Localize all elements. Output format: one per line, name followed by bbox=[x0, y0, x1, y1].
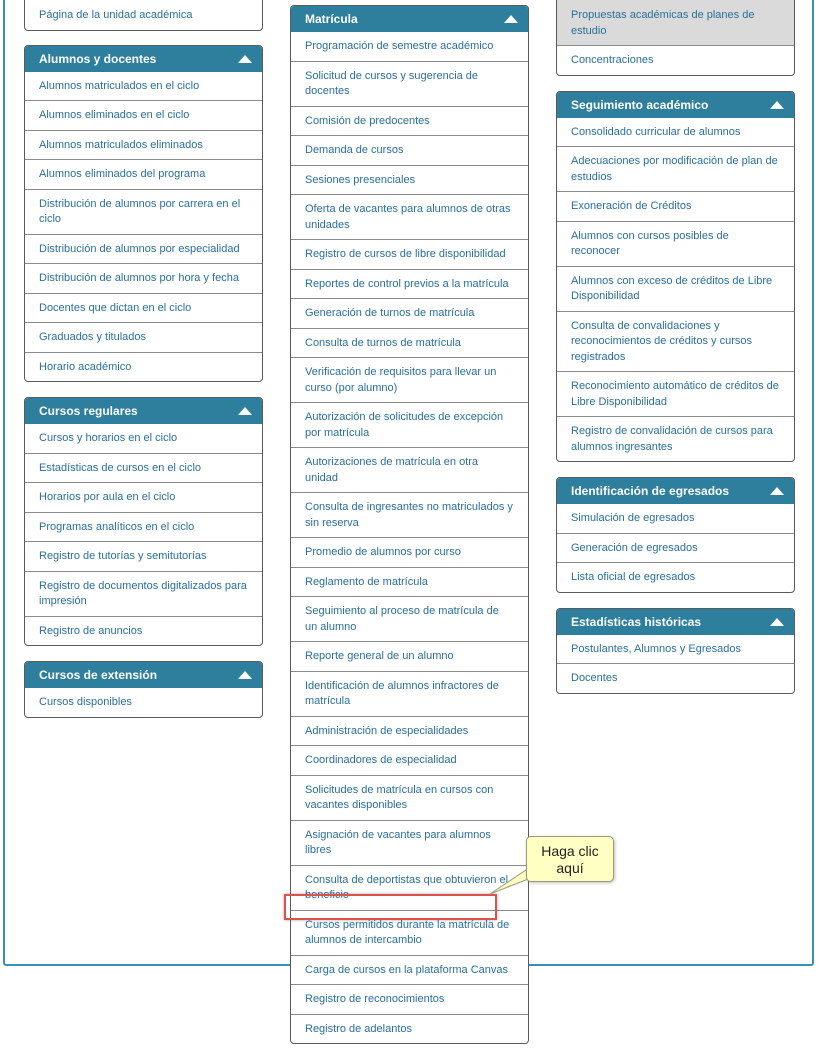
menu-link[interactable]: Autorización de solicitudes de excepción por matrícula bbox=[291, 402, 528, 447]
menu-link[interactable]: Identificación de alumnos infractores de matrícula bbox=[291, 671, 528, 716]
panel-title: Identificación de egresados bbox=[571, 484, 730, 498]
menu-link[interactable]: Lista oficial de egresados bbox=[557, 562, 794, 592]
menu-link[interactable]: Propuestas académicas de planes de estudio bbox=[557, 0, 794, 45]
caret-up-icon[interactable] bbox=[238, 671, 252, 679]
menu-link[interactable]: Consulta de turnos de matrícula bbox=[291, 328, 528, 358]
tooltip-line-2: aquí bbox=[556, 860, 584, 876]
menu-link[interactable]: Registro de convalidación de cursos para alumnos ingresantes bbox=[557, 416, 794, 461]
menu-link[interactable]: Simulación de egresados bbox=[571, 512, 695, 524]
panel-header bbox=[291, 6, 528, 32]
panel-estadisticas bbox=[556, 608, 795, 694]
menu-link[interactable]: Reglamento de matrícula bbox=[291, 567, 528, 597]
menu-link[interactable]: Solicitud de cursos y sugerencia de docentes bbox=[291, 61, 528, 106]
menu-link[interactable]: Docentes que dictan en el ciclo bbox=[25, 293, 262, 323]
menu-link[interactable]: Registro de documentos digitalizados para impresión bbox=[25, 571, 262, 616]
menu-link[interactable]: Reporte general de un alumno bbox=[291, 641, 528, 671]
menu-link[interactable]: Sesiones presenciales bbox=[291, 165, 528, 195]
column-3 bbox=[556, 0, 795, 709]
panel-header bbox=[557, 478, 794, 504]
caret-up-icon[interactable] bbox=[238, 55, 252, 63]
panel-seguimiento bbox=[556, 91, 795, 463]
panel-header bbox=[25, 398, 262, 424]
panel-header bbox=[25, 46, 262, 72]
menu-link[interactable]: Asignación de vacantes para alumnos libres bbox=[291, 820, 528, 865]
panel-unidad bbox=[24, 0, 263, 31]
menu-link[interactable]: Graduados y titulados bbox=[25, 322, 262, 352]
menu-link[interactable]: Consulta de ingresantes no matriculados y sin reserva bbox=[291, 492, 528, 537]
menu-link[interactable]: Alumnos eliminados del programa bbox=[25, 159, 262, 189]
panel-title: Matrícula bbox=[305, 12, 358, 26]
menu-link[interactable]: Cursos permitidos durante la matrícula de alumnos de intercambio bbox=[291, 910, 528, 955]
panel-header bbox=[557, 609, 794, 635]
menu-link[interactable]: Oferta de vacantes para alumnos de otras unidades bbox=[291, 194, 528, 239]
tooltip-line-1: Haga clic bbox=[541, 843, 599, 859]
menu-link[interactable]: Promedio de alumnos por curso bbox=[291, 537, 528, 567]
menu-link[interactable]: Alumnos matriculados eliminados bbox=[25, 130, 262, 160]
menu-link[interactable]: Alumnos con cursos posibles de reconocer bbox=[557, 221, 794, 266]
menu-link[interactable]: Registro de adelantos bbox=[291, 1014, 528, 1044]
menu-link[interactable]: Consolidado curricular de alumnos bbox=[571, 125, 741, 138]
menu-link[interactable]: Autorizaciones de matrícula en otra unidad bbox=[291, 447, 528, 492]
menu-link[interactable]: Comisión de predocentes bbox=[291, 106, 528, 136]
panel-title: Cursos regulares bbox=[39, 404, 138, 418]
panel-cursos-regulares bbox=[24, 397, 263, 646]
menu-link[interactable]: Reportes de control previos a la matrícula bbox=[291, 269, 528, 299]
panel-alumnos-docentes bbox=[24, 45, 263, 383]
menu-link[interactable]: Distribución de alumnos por hora y fecha bbox=[25, 263, 262, 293]
menu-link[interactable]: Solicitudes de matrícula en cursos con vacantes disponibles bbox=[291, 775, 528, 820]
menu-link[interactable]: Generación de turnos de matrícula bbox=[291, 298, 528, 328]
menu-link[interactable]: Reconocimiento automático de créditos de Libre Disponibilidad bbox=[557, 371, 794, 416]
menu-link[interactable]: Programas analíticos en el ciclo bbox=[25, 512, 262, 542]
menu-link[interactable]: Cursos y horarios en el ciclo bbox=[39, 432, 178, 444]
registro-reconocimientos-link[interactable]: Registro de reconocimientos bbox=[291, 984, 528, 1014]
menu-link[interactable]: Distribución de alumnos por especialidad bbox=[25, 234, 262, 264]
menu-link[interactable]: Demanda de cursos bbox=[291, 135, 528, 165]
link-pagina-unidad[interactable]: Página de la unidad académica bbox=[39, 9, 193, 21]
panel-header bbox=[557, 92, 794, 118]
menu-link[interactable]: Alumnos con exceso de créditos de Libre Disponibilidad bbox=[557, 266, 794, 311]
caret-up-icon[interactable] bbox=[770, 618, 784, 626]
panel-egresados bbox=[556, 477, 795, 593]
menu-link[interactable]: Alumnos matriculados en el ciclo bbox=[39, 79, 200, 92]
panel-title: Estadísticas históricas bbox=[571, 614, 702, 629]
menu-link[interactable]: Carga de cursos en la plataforma Canvas bbox=[291, 955, 528, 985]
column-1 bbox=[24, 0, 263, 733]
menu-link[interactable]: Concentraciones bbox=[557, 45, 794, 75]
menu-link[interactable]: Exoneración de Créditos bbox=[557, 191, 794, 221]
menu-link[interactable]: Coordinadores de especialidad bbox=[291, 745, 528, 775]
menu-link[interactable]: Registro de tutorías y semitutorías bbox=[25, 541, 262, 571]
caret-up-icon[interactable] bbox=[770, 101, 784, 109]
caret-up-icon[interactable] bbox=[504, 15, 518, 23]
menu-link[interactable]: Horario académico bbox=[25, 352, 262, 382]
menu-link[interactable]: Horarios por aula en el ciclo bbox=[25, 482, 262, 512]
caret-up-icon[interactable] bbox=[238, 407, 252, 415]
menu-link[interactable]: Adecuaciones por modificación de plan de estudios bbox=[557, 146, 794, 191]
menu-link[interactable]: Estadísticas de cursos en el ciclo bbox=[25, 453, 262, 483]
panel-title: Cursos de extensión bbox=[39, 668, 158, 682]
panel-cursos-extension bbox=[24, 661, 263, 718]
menu-link[interactable]: Seguimiento al proceso de matrícula de un alumno bbox=[291, 596, 528, 641]
menu-link[interactable]: Distribución de alumnos por carrera en el ciclo bbox=[25, 189, 262, 234]
menu-link[interactable]: Programación de semestre académico bbox=[305, 40, 494, 52]
menu-link[interactable]: Consulta de deportistas que obtuvieron el beneficio bbox=[291, 865, 528, 910]
tooltip-callout bbox=[526, 836, 614, 882]
menu-link[interactable]: Consulta de convalidaciones y reconocimientos de créditos y cursos registrados bbox=[557, 311, 794, 372]
menu-link[interactable]: Docentes bbox=[557, 663, 794, 693]
panel-planes bbox=[556, 0, 795, 76]
panel-header bbox=[25, 662, 262, 688]
menu-link[interactable]: Postulantes, Alumnos y Egresados bbox=[571, 642, 741, 655]
menu-link[interactable]: Alumnos eliminados en el ciclo bbox=[25, 100, 262, 130]
menu-link[interactable]: Generación de egresados bbox=[557, 533, 794, 563]
menu-link[interactable]: Registro de anuncios bbox=[25, 616, 262, 646]
panel-title: Seguimiento académico bbox=[571, 97, 709, 112]
menu-link[interactable]: Administración de especialidades bbox=[291, 716, 528, 746]
menu-link[interactable]: Cursos disponibles bbox=[39, 696, 132, 708]
menu-link[interactable]: Registro de cursos de libre disponibilidad bbox=[291, 239, 528, 269]
panel-title: Alumnos y docentes bbox=[39, 51, 157, 66]
caret-up-icon[interactable] bbox=[770, 487, 784, 495]
column-2 bbox=[290, 5, 529, 1059]
menu-link[interactable]: Verificación de requisitos para llevar un curso (por alumno) bbox=[291, 357, 528, 402]
